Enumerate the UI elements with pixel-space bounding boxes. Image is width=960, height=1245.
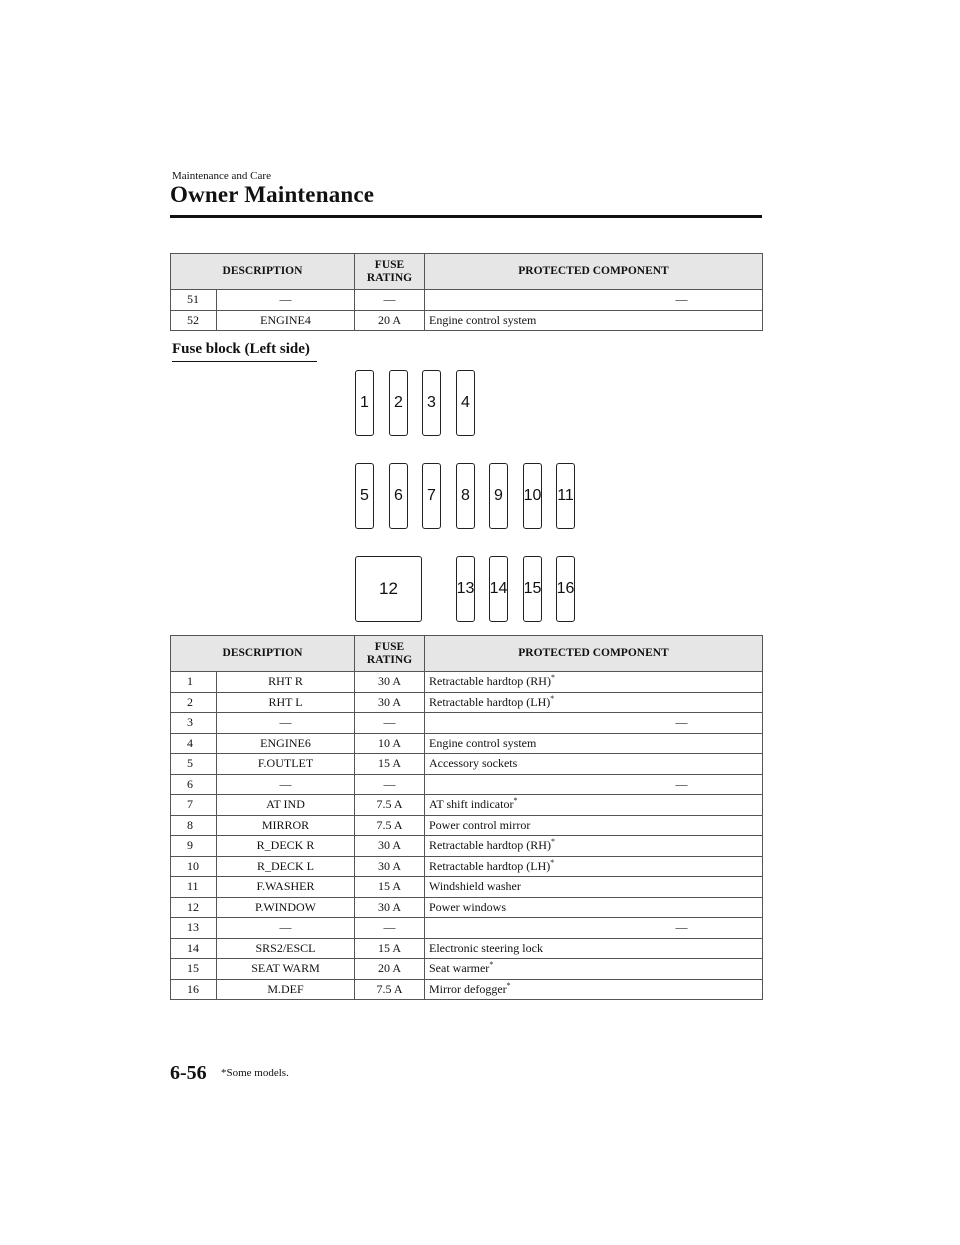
table-row [171, 774, 763, 795]
some-models-asterisk: * [506, 980, 511, 990]
fuse-rating: 30 A [355, 856, 425, 877]
header-rating: FUSE RATING [355, 636, 425, 672]
table-row [171, 290, 763, 311]
title-rule [170, 215, 762, 218]
table-row [171, 310, 763, 331]
table-row [171, 877, 763, 898]
table-row [171, 692, 763, 713]
fuse-description: — [217, 918, 355, 939]
protected-component: Retractable hardtop (LH)* [425, 856, 763, 877]
fuse-description: RHT L [217, 692, 355, 713]
fuse-rating: 7.5 A [355, 815, 425, 836]
fuse-slot-3: 3 [422, 370, 441, 436]
fuse-table-left-block [170, 635, 763, 1000]
fuse-table-top [170, 253, 763, 331]
fuse-rating: 20 A [355, 959, 425, 980]
fuse-block-heading-underline [172, 361, 317, 362]
fuse-rating: — [355, 918, 425, 939]
protected-component: Power control mirror [425, 815, 763, 836]
fuse-rating: 30 A [355, 836, 425, 857]
fuse-number: 7 [171, 795, 217, 816]
fuse-description: R_DECK R [217, 836, 355, 857]
protected-component: Windshield washer [425, 877, 763, 898]
fuse-description: RHT R [217, 672, 355, 693]
protected-component: Retractable hardtop (RH)* [425, 672, 763, 693]
fuse-description: M.DEF [217, 979, 355, 1000]
fuse-number: 3 [171, 713, 217, 734]
fuse-description: — [217, 774, 355, 795]
fuse-rating: 15 A [355, 754, 425, 775]
fuse-block-heading: Fuse block (Left side) [172, 341, 310, 357]
protected-component: — [425, 290, 763, 311]
protected-component: — [425, 774, 763, 795]
fuse-number: 16 [171, 979, 217, 1000]
table-row [171, 856, 763, 877]
fuse-description: ENGINE6 [217, 733, 355, 754]
fuse-slot-9: 9 [489, 463, 508, 529]
fuse-number: 6 [171, 774, 217, 795]
header-description: DESCRIPTION [171, 254, 355, 290]
page-title: Owner Maintenance [170, 182, 375, 207]
protected-component: Retractable hardtop (LH)* [425, 692, 763, 713]
fuse-number: 9 [171, 836, 217, 857]
fuse-slot-4: 4 [456, 370, 475, 436]
table-row [171, 938, 763, 959]
fuse-description: — [217, 713, 355, 734]
fuse-slot-1: 1 [355, 370, 374, 436]
fuse-number: 12 [171, 897, 217, 918]
header-rating: FUSE RATING [355, 254, 425, 290]
table-row [171, 815, 763, 836]
table-row [171, 795, 763, 816]
fuse-number: 14 [171, 938, 217, 959]
fuse-slot-13: 13 [456, 556, 475, 622]
fuse-number: 13 [171, 918, 217, 939]
some-models-asterisk: * [513, 796, 518, 806]
protected-component: Electronic steering lock [425, 938, 763, 959]
fuse-slot-6: 6 [389, 463, 408, 529]
fuse-description: — [217, 290, 355, 311]
some-models-asterisk: * [550, 837, 555, 847]
fuse-rating: 30 A [355, 692, 425, 713]
protected-component: Retractable hardtop (RH)* [425, 836, 763, 857]
table-row [171, 918, 763, 939]
fuse-slot-14: 14 [489, 556, 508, 622]
footnote: *Some models. [221, 1067, 289, 1079]
fuse-slot-15: 15 [523, 556, 542, 622]
fuse-number: 8 [171, 815, 217, 836]
fuse-description: P.WINDOW [217, 897, 355, 918]
fuse-description: F.WASHER [217, 877, 355, 898]
header-component: PROTECTED COMPONENT [425, 636, 763, 672]
protected-component: Accessory sockets [425, 754, 763, 775]
fuse-slot-5: 5 [355, 463, 374, 529]
protected-component: — [425, 918, 763, 939]
table-row [171, 836, 763, 857]
table-row [171, 897, 763, 918]
fuse-rating: — [355, 713, 425, 734]
fuse-slot-16: 16 [556, 556, 575, 622]
protected-component: — [425, 713, 763, 734]
protected-component: Mirror defogger* [425, 979, 763, 1000]
table-row [171, 979, 763, 1000]
fuse-rating: 15 A [355, 938, 425, 959]
table-row [171, 733, 763, 754]
fuse-number: 1 [171, 672, 217, 693]
fuse-slot-2: 2 [389, 370, 408, 436]
protected-component: AT shift indicator* [425, 795, 763, 816]
some-models-asterisk: * [550, 857, 555, 867]
table-row [171, 959, 763, 980]
some-models-asterisk: * [550, 693, 555, 703]
fuse-rating: 30 A [355, 897, 425, 918]
fuse-rating: 7.5 A [355, 979, 425, 1000]
some-models-asterisk: * [489, 960, 494, 970]
fuse-rating: 10 A [355, 733, 425, 754]
page-number: 6-56 [170, 1062, 207, 1084]
fuse-slot-7: 7 [422, 463, 441, 529]
fuse-number: 4 [171, 733, 217, 754]
fuse-slot-10: 10 [523, 463, 542, 529]
table-row [171, 713, 763, 734]
protected-component: Engine control system [425, 733, 763, 754]
fuse-rating: 7.5 A [355, 795, 425, 816]
fuse-slot-12: 12 [355, 556, 422, 622]
fuse-slot-8: 8 [456, 463, 475, 529]
fuse-rating: — [355, 774, 425, 795]
fuse-description: R_DECK L [217, 856, 355, 877]
section-label: Maintenance and Care [172, 170, 271, 182]
fuse-description: ENGINE4 [217, 310, 355, 331]
header-component: PROTECTED COMPONENT [425, 254, 763, 290]
fuse-rating: 20 A [355, 310, 425, 331]
fuse-slot-11: 11 [556, 463, 575, 529]
fuse-rating: 15 A [355, 877, 425, 898]
fuse-rating: 30 A [355, 672, 425, 693]
fuse-description: SRS2/ESCL [217, 938, 355, 959]
fuse-number: 15 [171, 959, 217, 980]
fuse-number: 51 [171, 290, 217, 311]
fuse-rating: — [355, 290, 425, 311]
fuse-number: 10 [171, 856, 217, 877]
fuse-number: 52 [171, 310, 217, 331]
some-models-asterisk: * [550, 673, 555, 683]
fuse-number: 2 [171, 692, 217, 713]
header-description: DESCRIPTION [171, 636, 355, 672]
table-row [171, 754, 763, 775]
protected-component: Power windows [425, 897, 763, 918]
fuse-number: 5 [171, 754, 217, 775]
fuse-number: 11 [171, 877, 217, 898]
fuse-description: F.OUTLET [217, 754, 355, 775]
fuse-description: MIRROR [217, 815, 355, 836]
protected-component: Engine control system [425, 310, 763, 331]
fuse-description: AT IND [217, 795, 355, 816]
protected-component: Seat warmer* [425, 959, 763, 980]
table-row [171, 672, 763, 693]
fuse-description: SEAT WARM [217, 959, 355, 980]
